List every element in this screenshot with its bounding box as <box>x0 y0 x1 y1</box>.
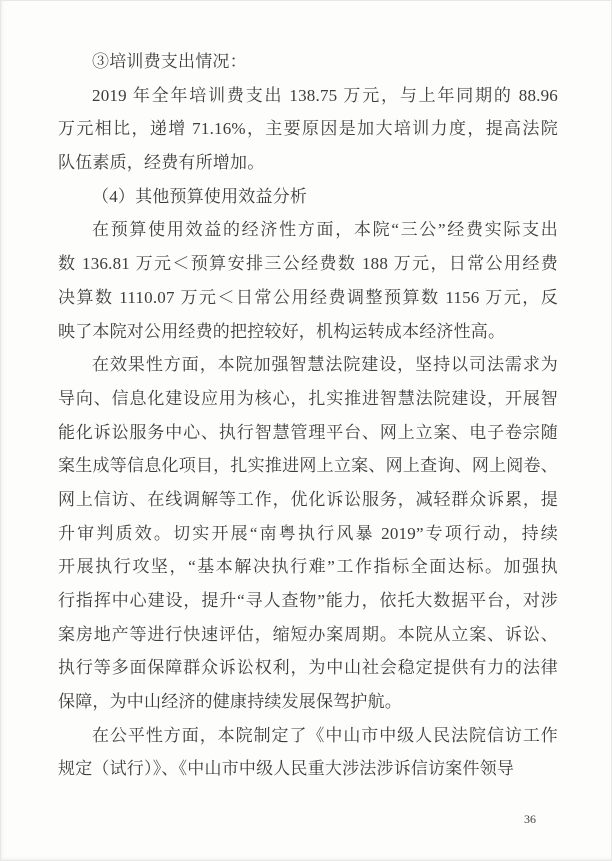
text-line: （4）其他预算使用效益分析 <box>92 186 308 206</box>
report-body-text <box>58 45 558 786</box>
page-number: 36 <box>524 812 536 826</box>
fairness-analysis-paragraph <box>58 719 558 786</box>
training-fee-heading <box>58 45 558 79</box>
text-line: 案房地产等进行快速评估，缩短办案周期。本院从立案、诉讼、 <box>58 624 558 644</box>
text-line: 规定（试行）》、《中山市中级人民重大涉法涉诉信访案件领导 <box>58 759 515 779</box>
text-line: 案生成等信息化项目，扎实推进网上立案、网上查询、网上阅卷、 <box>58 456 558 476</box>
training-fee-detail-paragraph <box>58 79 558 180</box>
text-line: 网上信访、在线调解等工作，优化诉讼服务，减轻群众诉累，提 <box>58 489 558 509</box>
text-line: 能化诉讼服务中心、执行智慧管理平台、网上立案、电子卷宗随 <box>58 422 558 442</box>
text-line: 升审判质效。切实开展“南粤执行风暴 2019”专项行动，持续 <box>58 523 558 543</box>
text-line: 决算数 1110.07 万元＜日常公用经费调整预算数 1156 万元，反 <box>58 287 558 307</box>
text-line: ③培训费支出情况： <box>92 52 247 71</box>
text-line: 执行等多面保障群众诉讼权利，为中山社会稳定提供有力的法律 <box>58 658 558 678</box>
text-line: 队伍素质，经费有所增加。 <box>58 153 265 173</box>
economy-analysis-paragraph <box>58 213 558 348</box>
text-line: 行指挥中心建设，提升“寻人查物”能力，依托大数据平台，对涉 <box>58 591 558 610</box>
text-line: 映了本院对公用经费的把控较好，机构运转成本经济性高。 <box>58 321 506 341</box>
text-line: 2019 年全年培训费支出 138.75 万元，与上年同期的 88.96 <box>92 85 558 105</box>
text-line: 数 136.81 万元＜预算安排三公经费数 188 万元，日常公用经费 <box>58 254 558 274</box>
text-line: 在公平性方面，本院制定了《中山市中级人民法院信访工作 <box>92 725 558 745</box>
text-line: 在预算使用效益的经济性方面，本院“三公”经费实际支出 <box>92 220 558 240</box>
text-line: 在效果性方面，本院加强智慧法院建设，坚持以司法需求为 <box>92 355 558 375</box>
text-line: 开展执行攻坚，“基本解决执行难”工作指标全面达标。加强执 <box>58 557 558 577</box>
other-budget-benefit-heading <box>58 180 558 214</box>
text-line: 万元相比，递增 71.16%，主要原因是加大培训力度，提高法院 <box>58 119 558 139</box>
text-line: 导向、信息化建设应用为核心，扎实推进智慧法院建设，开展智 <box>58 388 558 408</box>
text-line: 保障，为中山经济的健康持续发展保驾护航。 <box>58 692 402 712</box>
effectiveness-analysis-paragraph <box>58 348 558 719</box>
